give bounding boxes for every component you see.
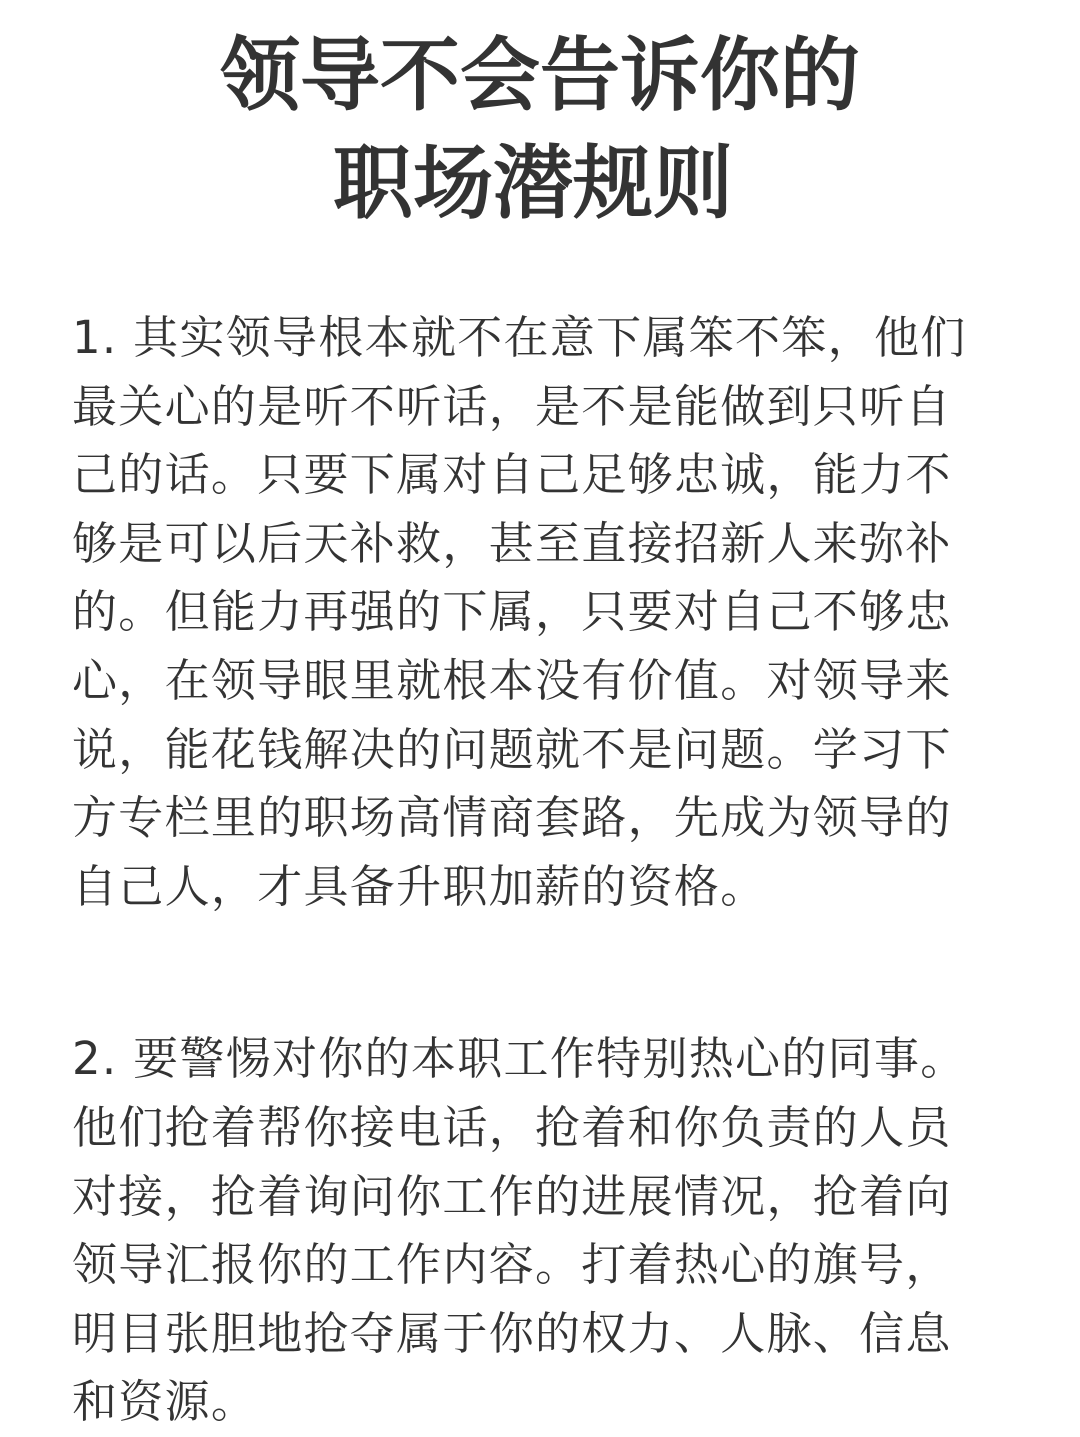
paragraph-line: 他们抢着帮你接电话，抢着和你负责的人员 [72,1100,952,1154]
paragraph-line: 最关心的是听不听话，是不是能做到只听自 [72,379,952,433]
paragraph-1 [72,304,1032,921]
paragraph-line: 方专栏里的职场高情商套路，先成为领导的 [72,791,952,845]
paragraph-line: 对接，抢着询问你工作的进展情况，抢着向 [72,1169,952,1223]
paragraph-line: 的。但能力再强的下属，只要对自己不够忠 [72,585,952,639]
paragraph-line: 和资源。 [72,1375,258,1429]
article-body [72,304,1032,1437]
paragraph-line: 说，能花钱解决的问题就不是问题。学习下 [72,722,952,776]
paragraph-2 [72,1025,1032,1437]
paragraph-line: 1. 其实领导根本就不在意下属笨不笨，他们 [72,311,967,364]
paragraph-line: 心，在领导眼里就根本没有价值。对领导来 [72,653,952,707]
title-line-2: 职场潜规则 [333,137,733,230]
paragraph-line: 够是可以后天补救，甚至直接招新人来弥补 [72,516,952,570]
paragraph-line: 明目张胆地抢夺属于你的权力、人脉、信息 [72,1306,952,1360]
paragraph-line: 领导汇报你的工作内容。打着热心的旗号， [72,1238,952,1292]
paragraph-line: 己的话。只要下属对自己足够忠诚，能力不 [72,448,952,502]
paragraph-line: 自己人，才具备升职加薪的资格。 [72,859,767,913]
paragraph-line: 2. 要警惕对你的本职工作特别热心的同事。 [72,1032,967,1086]
page-title [0,22,1080,238]
title-line-1: 领导不会告诉你的 [220,29,860,122]
